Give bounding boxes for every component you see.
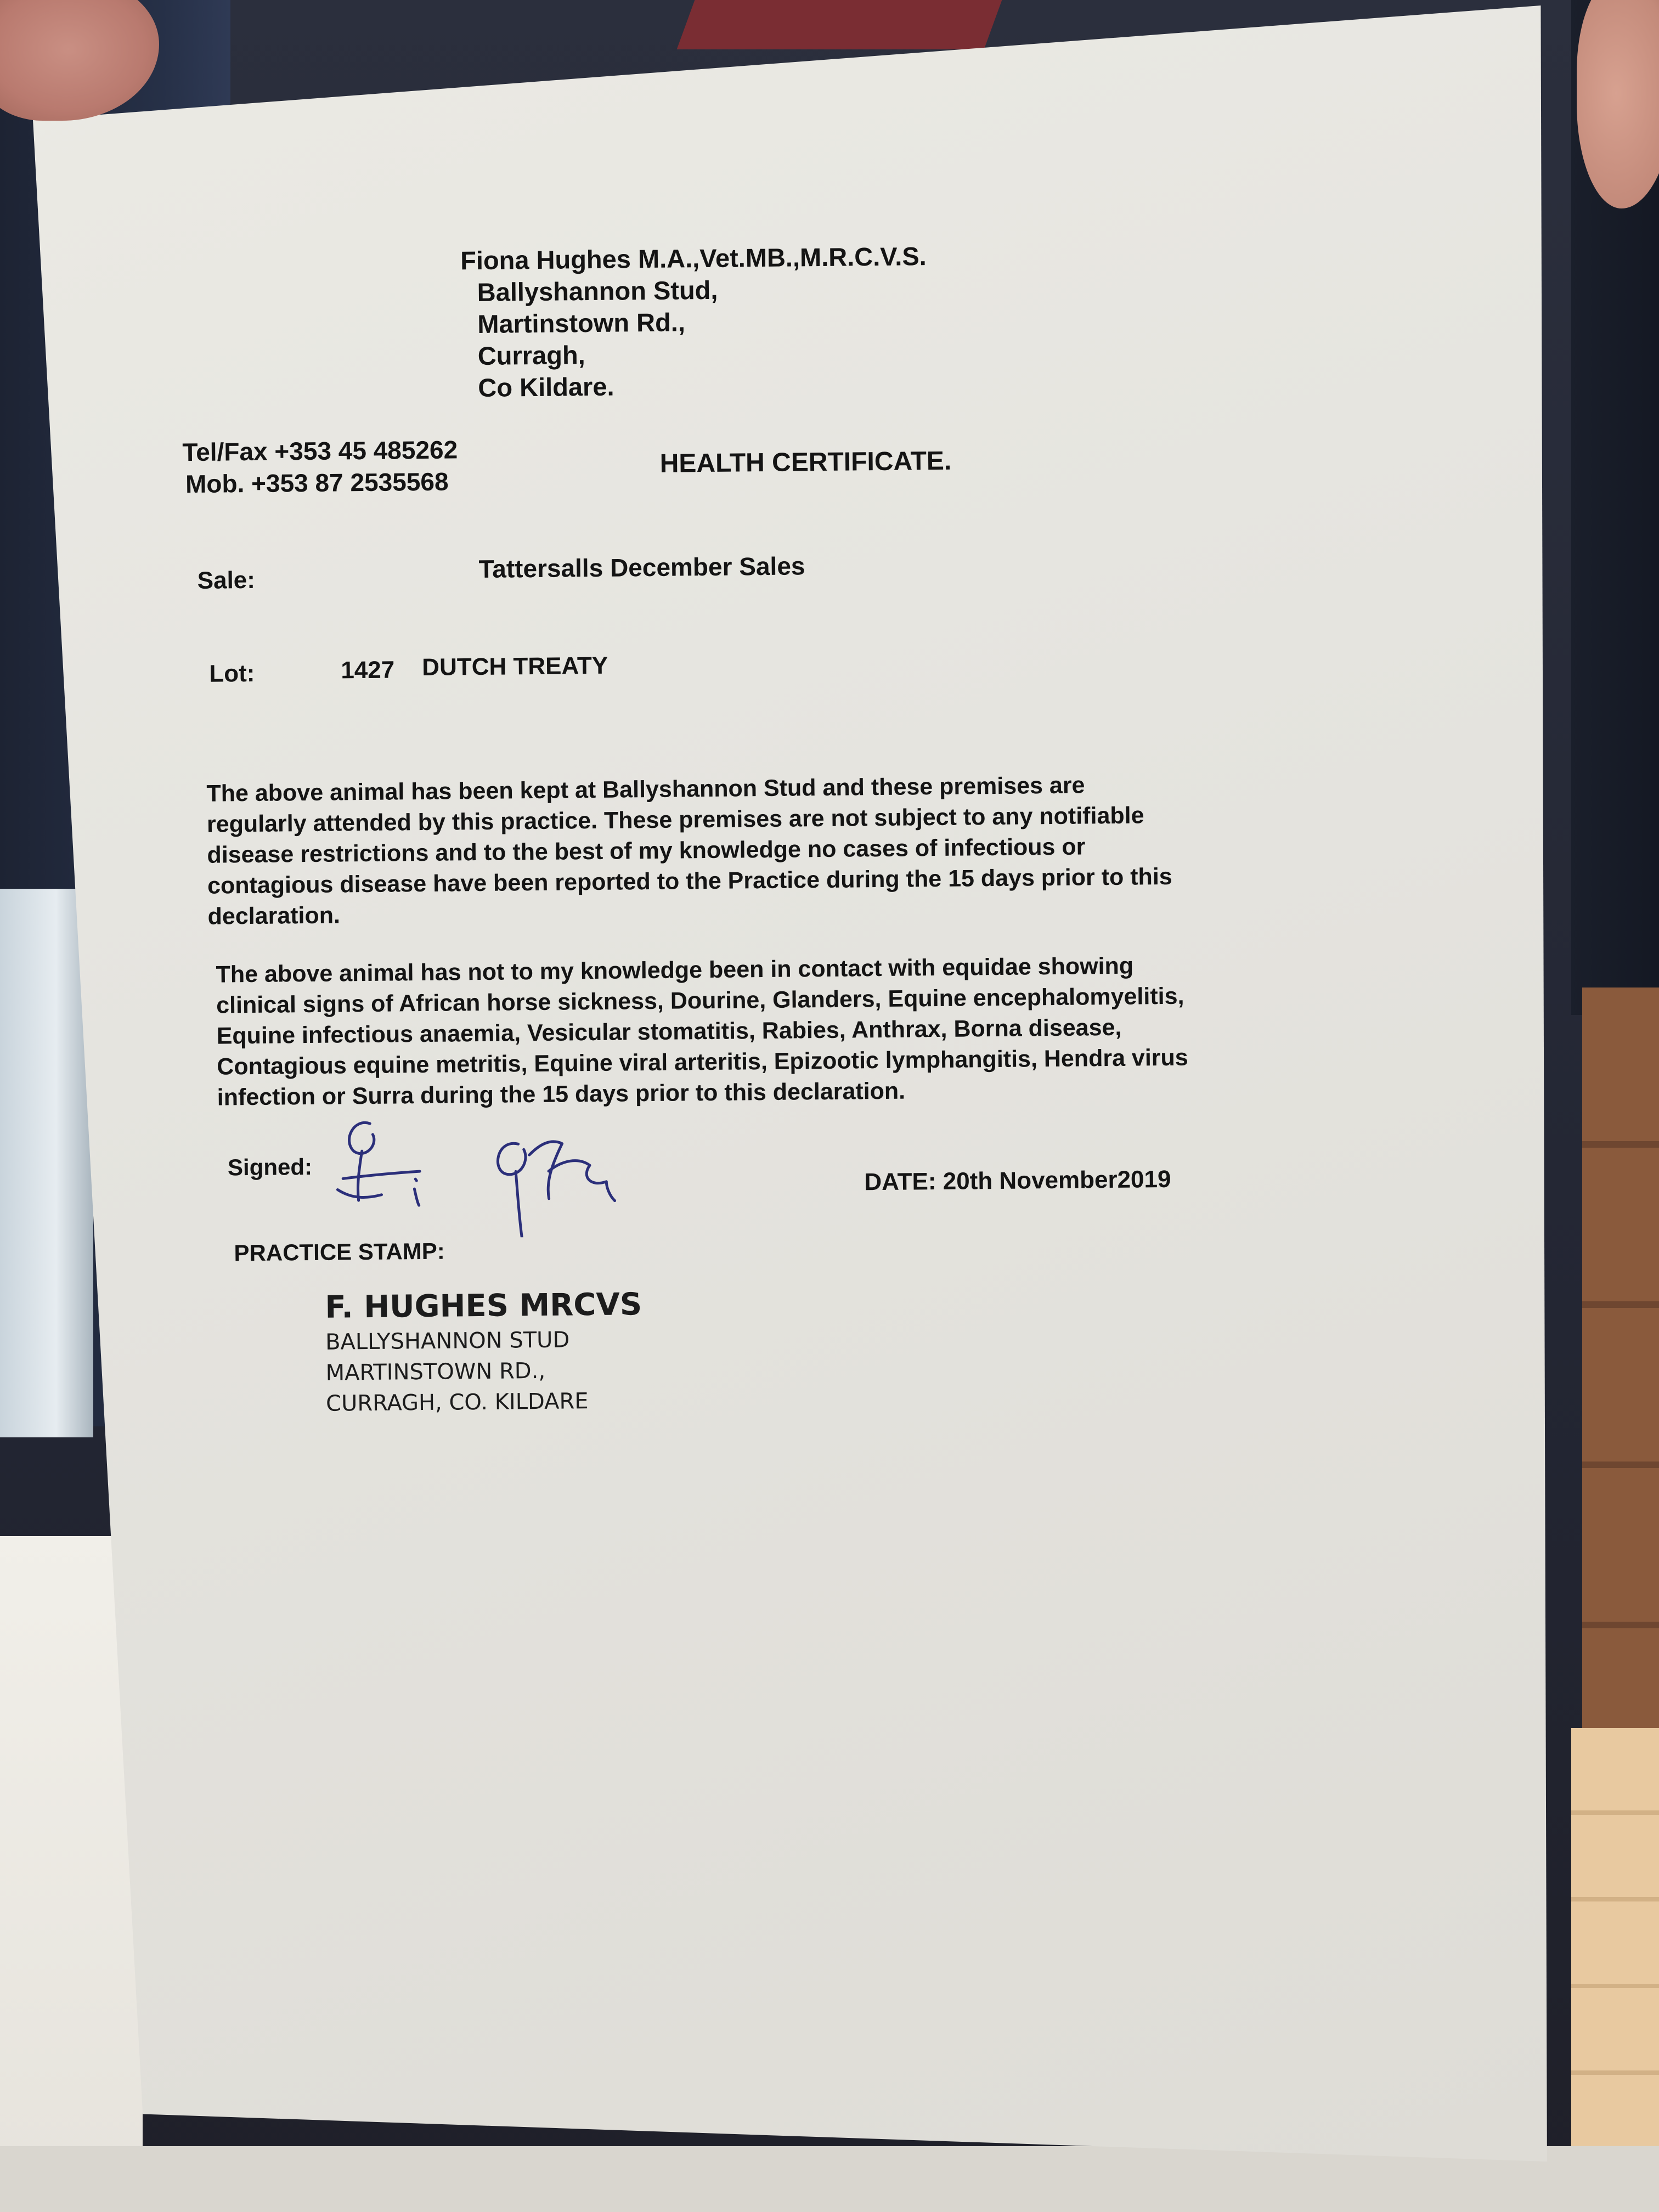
stamp-line: BALLYSHANNON STUD <box>325 1327 570 1355</box>
lot-label: Lot: <box>209 659 255 687</box>
handwritten-signature <box>331 1104 673 1239</box>
paragraph-line: Contagious equine metritis, Equine viral arteritis, Epizootic lymphangitis, Hendra virus <box>217 1044 1188 1080</box>
practice-stamp <box>325 1285 643 1419</box>
paragraph-line: regularly attended by this practice. These premises are not subject to any notifiable <box>206 802 1144 838</box>
sale-value: Tattersalls December Sales <box>478 551 805 583</box>
paragraph-line: declaration. <box>207 902 341 930</box>
paragraph-line: The above animal has not to my knowledge been in contact with equidae showing <box>216 952 1134 988</box>
mobile-number: Mob. +353 87 2535568 <box>185 467 449 499</box>
address-line: Curragh, <box>477 340 585 370</box>
stamp-line: CURRAGH, CO. KILDARE <box>325 1389 589 1417</box>
declaration-paragraph-2 <box>216 949 1287 1113</box>
address-line: Martinstown Rd., <box>477 307 686 338</box>
stamp-heading: F. HUGHES MRCVS <box>325 1286 642 1325</box>
address-line: Ballyshannon Stud, <box>477 275 718 307</box>
paragraph-line: clinical signs of African horse sickness, Dourine, Glanders, Equine encephalomyelitis, <box>216 983 1184 1019</box>
telfax-number: Tel/Fax +353 45 485262 <box>182 435 458 467</box>
paragraph-line: infection or Surra during the 15 days prior to this declaration. <box>217 1077 906 1111</box>
address-line: Co Kildare. <box>478 371 614 402</box>
certificate-title: HEALTH CERTIFICATE. <box>659 446 952 478</box>
lot-name: DUTCH TREATY <box>422 652 608 681</box>
paragraph-line: The above animal has been kept at Ballyshannon Stud and these premises are <box>206 772 1085 807</box>
vet-name: Fiona Hughes M.A.,Vet.MB.,M.R.C.V.S. <box>460 241 927 275</box>
practice-stamp-label: PRACTICE STAMP: <box>234 1238 445 1266</box>
paragraph-line: disease restrictions and to the best of my knowledge no cases of infectious or <box>207 833 1086 868</box>
paragraph-line: Equine infectious anaemia, Vesicular stomatitis, Rabies, Anthrax, Borna disease, <box>216 1014 1122 1049</box>
letterhead <box>460 240 928 404</box>
sale-label: Sale: <box>197 566 256 594</box>
certificate-date: DATE: 20th November2019 <box>864 1165 1171 1196</box>
lot-number: 1427 <box>341 656 395 684</box>
signed-label: Signed: <box>227 1153 313 1181</box>
paragraph-line: contagious disease have been reported to the Practice during the 15 days prior to this <box>207 863 1172 899</box>
declaration-paragraph-1 <box>206 768 1278 932</box>
stamp-line: MARTINSTOWN RD., <box>325 1358 546 1386</box>
